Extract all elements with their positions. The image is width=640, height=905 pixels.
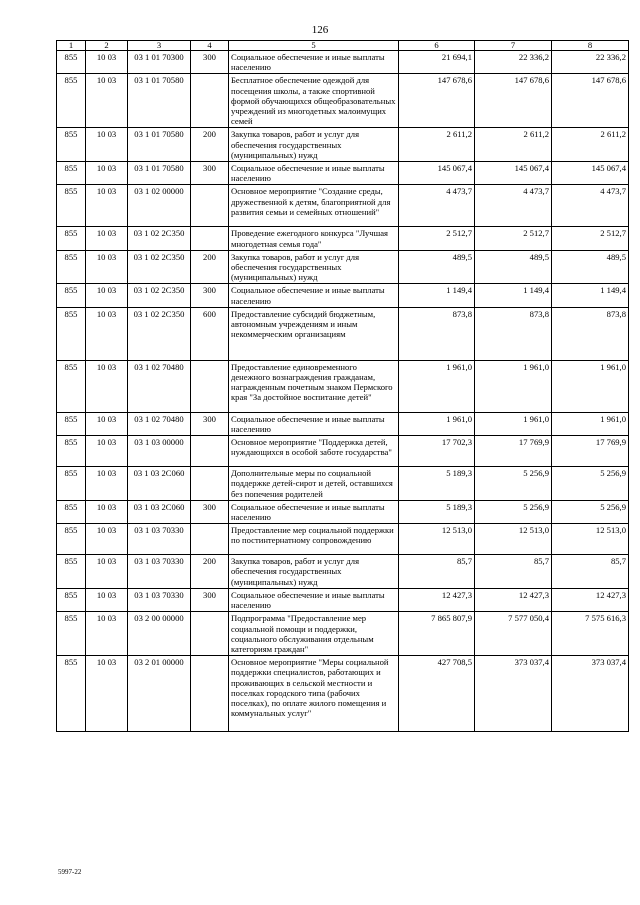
cell-target-article: 03 1 01 70580 [128,128,191,162]
table-row [57,307,629,360]
cell-amount-year3: 1 961,0 [552,412,629,435]
cell-ministry-code: 855 [57,500,86,523]
cell-amount-year1: 4 473,7 [399,185,475,227]
cell-expense-type [191,467,229,501]
cell-target-article: 03 2 01 00000 [128,656,191,732]
table-row [57,555,629,589]
cell-amount-year3: 5 256,9 [552,500,629,523]
cell-amount-year1: 1 961,0 [399,412,475,435]
cell-expense-type: 300 [191,51,229,74]
cell-amount-year3: 5 256,9 [552,467,629,501]
cell-expense-type [191,74,229,128]
cell-expense-type: 300 [191,162,229,185]
table-row [57,227,629,250]
table-row [57,284,629,307]
cell-amount-year2: 873,8 [475,307,552,360]
cell-ministry-code: 855 [57,555,86,589]
cell-section-code: 10 03 [86,500,128,523]
cell-amount-year1: 2 611,2 [399,128,475,162]
cell-expense-type: 600 [191,307,229,360]
cell-target-article: 03 1 02 00000 [128,185,191,227]
cell-amount-year1: 5 189,3 [399,500,475,523]
cell-expense-type: 300 [191,500,229,523]
column-header: 8 [552,41,629,51]
cell-description: Предоставление мер социальной поддержки по постинтернатному сопровождению [229,524,399,555]
cell-amount-year2: 5 256,9 [475,467,552,501]
cell-amount-year1: 1 149,4 [399,284,475,307]
cell-ministry-code: 855 [57,524,86,555]
cell-amount-year2: 2 512,7 [475,227,552,250]
cell-target-article: 03 1 02 70480 [128,360,191,412]
cell-amount-year3: 873,8 [552,307,629,360]
cell-description: Подпрограмма "Предоставление мер социальной помощи и поддержки, социального обслуживания отдельным категориям граждан" [229,612,399,656]
cell-amount-year1: 12 513,0 [399,524,475,555]
cell-description: Закупка товаров, работ и услуг для обеспечения государственных (муниципальных) нужд [229,250,399,284]
cell-section-code: 10 03 [86,588,128,611]
cell-amount-year3: 17 769,9 [552,436,629,467]
cell-target-article: 03 1 02 70480 [128,412,191,435]
table-row [57,250,629,284]
cell-amount-year3: 85,7 [552,555,629,589]
cell-description: Закупка товаров, работ и услуг для обеспечения государственных (муниципальных) нужд [229,128,399,162]
cell-target-article: 03 1 03 2С060 [128,467,191,501]
cell-amount-year2: 489,5 [475,250,552,284]
cell-target-article: 03 1 02 2С350 [128,284,191,307]
cell-amount-year1: 873,8 [399,307,475,360]
cell-amount-year1: 1 961,0 [399,360,475,412]
cell-description: Социальное обеспечение и иные выплаты населению [229,588,399,611]
cell-ministry-code: 855 [57,162,86,185]
cell-amount-year2: 17 769,9 [475,436,552,467]
cell-amount-year1: 5 189,3 [399,467,475,501]
cell-description: Предоставление единовременного денежного вознаграждения гражданам, награжденным почетным знаком Пермского края "За достойное воспитание детей" [229,360,399,412]
cell-expense-type: 300 [191,284,229,307]
cell-amount-year3: 1 149,4 [552,284,629,307]
cell-section-code: 10 03 [86,128,128,162]
cell-target-article: 03 1 02 2С350 [128,227,191,250]
cell-expense-type [191,656,229,732]
column-header: 7 [475,41,552,51]
cell-amount-year2: 7 577 050,4 [475,612,552,656]
cell-amount-year3: 2 611,2 [552,128,629,162]
cell-expense-type [191,612,229,656]
cell-amount-year2: 2 611,2 [475,128,552,162]
cell-expense-type [191,185,229,227]
cell-target-article: 03 1 03 2С060 [128,500,191,523]
cell-description: Бесплатное обеспечение одеждой для посещения школы, а также спортивной формой обучающихся общеобразовательных учреждений из многодетных малоимущих семей [229,74,399,128]
cell-ministry-code: 855 [57,467,86,501]
cell-ministry-code: 855 [57,436,86,467]
cell-description: Проведение ежегодного конкурса "Лучшая многодетная семья года" [229,227,399,250]
cell-description: Основное мероприятие "Поддержка детей, нуждающихся в особой заботе государства" [229,436,399,467]
cell-target-article: 03 1 01 70580 [128,162,191,185]
table-row [57,500,629,523]
cell-ministry-code: 855 [57,588,86,611]
cell-amount-year1: 2 512,7 [399,227,475,250]
cell-amount-year1: 17 702,3 [399,436,475,467]
cell-amount-year2: 5 256,9 [475,500,552,523]
table-row [57,412,629,435]
cell-section-code: 10 03 [86,74,128,128]
cell-amount-year1: 427 708,5 [399,656,475,732]
cell-amount-year2: 373 037,4 [475,656,552,732]
cell-section-code: 10 03 [86,227,128,250]
cell-amount-year2: 12 513,0 [475,524,552,555]
cell-amount-year3: 1 961,0 [552,360,629,412]
cell-amount-year1: 7 865 807,9 [399,612,475,656]
cell-section-code: 10 03 [86,436,128,467]
cell-description: Закупка товаров, работ и услуг для обеспечения государственных (муниципальных) нужд [229,555,399,589]
cell-expense-type: 200 [191,250,229,284]
cell-description: Социальное обеспечение и иные выплаты населению [229,500,399,523]
cell-ministry-code: 855 [57,412,86,435]
table-row [57,185,629,227]
cell-expense-type: 300 [191,412,229,435]
cell-target-article: 03 1 01 70580 [128,74,191,128]
column-header: 5 [229,41,399,51]
cell-section-code: 10 03 [86,612,128,656]
cell-ministry-code: 855 [57,250,86,284]
cell-ministry-code: 855 [57,227,86,250]
cell-description: Основное мероприятие "Создание среды, дружественной к детям, благоприятной для развития семьи и семейных отношений" [229,185,399,227]
table-row [57,51,629,74]
cell-expense-type: 200 [191,128,229,162]
cell-ministry-code: 855 [57,128,86,162]
cell-ministry-code: 855 [57,307,86,360]
table-row [57,128,629,162]
cell-amount-year2: 1 961,0 [475,360,552,412]
column-header-row [57,41,629,51]
cell-description: Предоставление субсидий бюджетным, автономным учреждениям и иным некоммерческим организациям [229,307,399,360]
table-row [57,467,629,501]
table-row [57,588,629,611]
cell-amount-year3: 147 678,6 [552,74,629,128]
cell-section-code: 10 03 [86,284,128,307]
cell-amount-year3: 373 037,4 [552,656,629,732]
cell-section-code: 10 03 [86,250,128,284]
cell-description: Дополнительные меры по социальной поддержке детей-сирот и детей, оставшихся без попечения родителей [229,467,399,501]
cell-expense-type: 200 [191,555,229,589]
cell-amount-year2: 147 678,6 [475,74,552,128]
cell-ministry-code: 855 [57,51,86,74]
column-header: 2 [86,41,128,51]
column-header: 6 [399,41,475,51]
cell-expense-type [191,524,229,555]
cell-amount-year3: 12 427,3 [552,588,629,611]
cell-amount-year1: 145 067,4 [399,162,475,185]
cell-target-article: 03 1 02 2С350 [128,307,191,360]
cell-expense-type [191,227,229,250]
cell-amount-year3: 489,5 [552,250,629,284]
column-header: 1 [57,41,86,51]
cell-amount-year2: 85,7 [475,555,552,589]
cell-amount-year2: 1 961,0 [475,412,552,435]
column-header: 4 [191,41,229,51]
cell-amount-year1: 21 694,1 [399,51,475,74]
cell-amount-year3: 22 336,2 [552,51,629,74]
cell-amount-year2: 12 427,3 [475,588,552,611]
cell-amount-year1: 147 678,6 [399,74,475,128]
cell-amount-year3: 145 067,4 [552,162,629,185]
cell-amount-year1: 85,7 [399,555,475,589]
cell-description: Социальное обеспечение и иные выплаты населению [229,51,399,74]
cell-ministry-code: 855 [57,656,86,732]
document-code: 5997-22 [58,868,82,876]
cell-ministry-code: 855 [57,360,86,412]
table-row [57,162,629,185]
table-row [57,656,629,732]
cell-ministry-code: 855 [57,284,86,307]
cell-target-article: 03 2 00 00000 [128,612,191,656]
cell-ministry-code: 855 [57,74,86,128]
cell-amount-year3: 12 513,0 [552,524,629,555]
column-header: 3 [128,41,191,51]
table-row [57,74,629,128]
table-row [57,436,629,467]
cell-amount-year1: 489,5 [399,250,475,284]
cell-amount-year2: 145 067,4 [475,162,552,185]
cell-description: Основное мероприятие "Меры социальной поддержки специалистов, работающих и проживающих в сельской местности и поселках городского типа (рабочих поселках), по оплате жилого помещения и коммунальных услуг" [229,656,399,732]
cell-ministry-code: 855 [57,612,86,656]
cell-description: Социальное обеспечение и иные выплаты населению [229,412,399,435]
cell-section-code: 10 03 [86,185,128,227]
budget-table [56,40,629,732]
table-row [57,360,629,412]
cell-amount-year3: 4 473,7 [552,185,629,227]
cell-amount-year3: 7 575 616,3 [552,612,629,656]
cell-target-article: 03 1 02 2С350 [128,250,191,284]
cell-ministry-code: 855 [57,185,86,227]
cell-section-code: 10 03 [86,162,128,185]
page-number: 126 [311,24,329,36]
cell-section-code: 10 03 [86,412,128,435]
cell-target-article: 03 1 01 70300 [128,51,191,74]
cell-amount-year2: 1 149,4 [475,284,552,307]
cell-expense-type [191,360,229,412]
cell-target-article: 03 1 03 70330 [128,555,191,589]
cell-amount-year2: 22 336,2 [475,51,552,74]
cell-description: Социальное обеспечение и иные выплаты населению [229,284,399,307]
cell-expense-type: 300 [191,588,229,611]
cell-target-article: 03 1 03 70330 [128,588,191,611]
cell-amount-year3: 2 512,7 [552,227,629,250]
cell-section-code: 10 03 [86,360,128,412]
cell-section-code: 10 03 [86,307,128,360]
cell-section-code: 10 03 [86,656,128,732]
cell-expense-type [191,436,229,467]
cell-section-code: 10 03 [86,51,128,74]
cell-description: Социальное обеспечение и иные выплаты населению [229,162,399,185]
cell-amount-year1: 12 427,3 [399,588,475,611]
cell-section-code: 10 03 [86,467,128,501]
cell-amount-year2: 4 473,7 [475,185,552,227]
cell-target-article: 03 1 03 00000 [128,436,191,467]
cell-target-article: 03 1 03 70330 [128,524,191,555]
cell-section-code: 10 03 [86,524,128,555]
table-row [57,524,629,555]
cell-section-code: 10 03 [86,555,128,589]
table-row [57,612,629,656]
